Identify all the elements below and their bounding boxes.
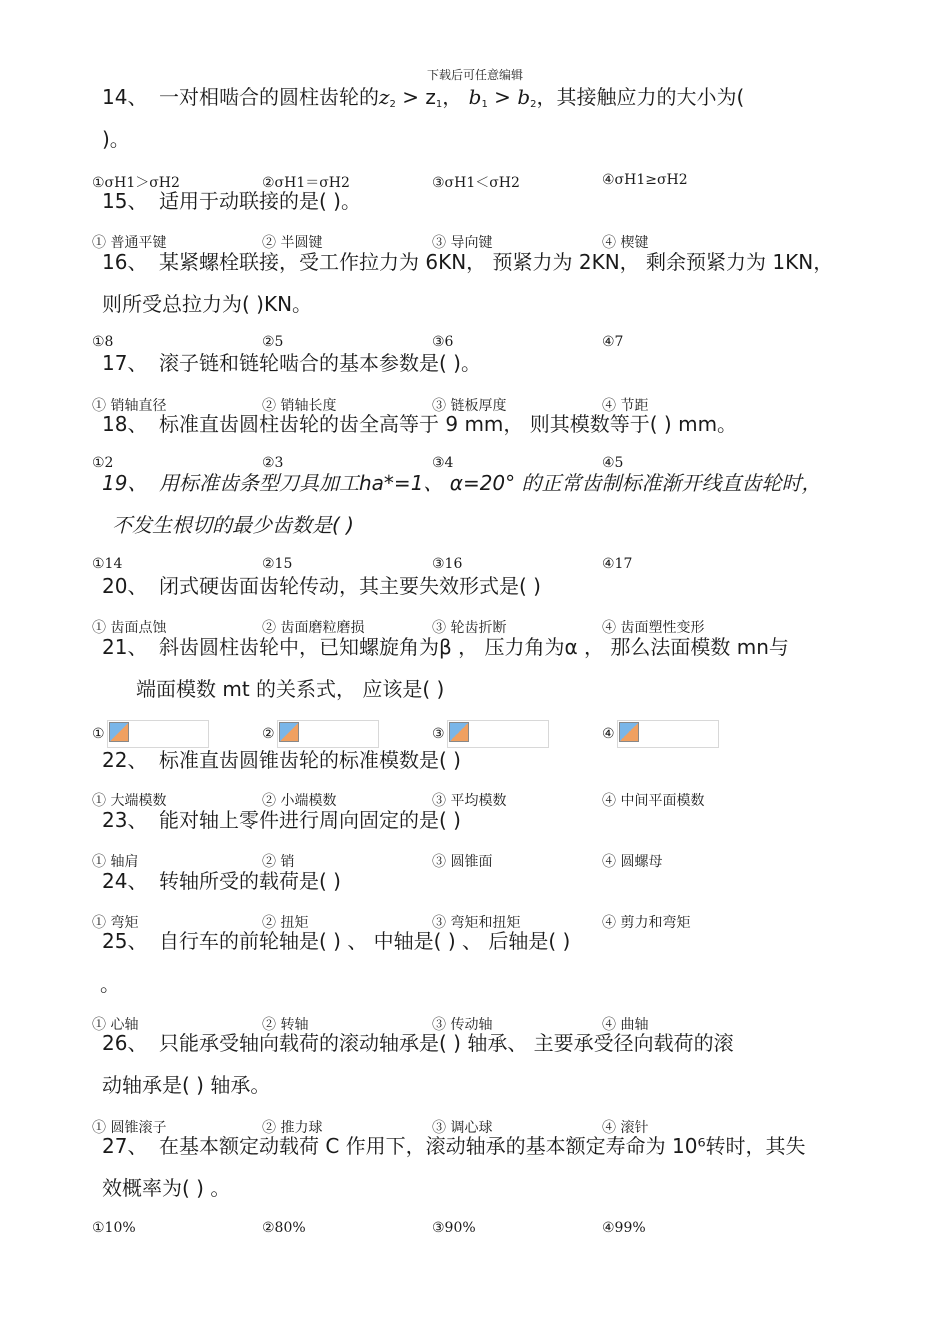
question-24	[102, 860, 902, 902]
question-17	[102, 342, 902, 384]
question-text: 滚子链和链轮啮合的基本参数是( )。	[159, 351, 481, 375]
option: ② 销轴长度	[262, 398, 337, 414]
option: ②5	[262, 334, 284, 350]
option: ④7	[602, 334, 624, 350]
question-number: 24、	[102, 869, 148, 893]
option: ② 推力球	[262, 1120, 323, 1136]
question-16-cont: 则所受总拉力为( )KN。	[102, 292, 313, 316]
option: ④	[602, 720, 719, 748]
option: ③16	[432, 556, 463, 572]
option: ③σH1＜σH2	[432, 175, 520, 191]
question-text: 转轴所受的载荷是( )	[159, 869, 341, 893]
question-number: 17、	[102, 351, 148, 375]
question-text: 只能承受轴向载荷的滚动轴承是( ) 轴承、 主要承受径向载荷的滚	[159, 1031, 734, 1055]
option: ② 小端模数	[262, 793, 337, 809]
option: ①14	[92, 556, 123, 572]
question-text: 自行车的前轮轴是( ) 、 中轴是( ) 、 后轴是( )	[159, 929, 571, 953]
question-14: 14、 一对相啮合的圆柱齿轮的$z_2 > z_1$， $b_1 > b_2$，其接触应力的大小为(	[102, 76, 902, 126]
question-number: 16、	[102, 250, 148, 274]
options-27	[92, 1220, 912, 1240]
question-text: 标准直齿圆锥齿轮的标准模数是( )	[159, 748, 461, 772]
option: ②15	[262, 556, 293, 572]
question-text: 标准直齿圆柱齿轮的齿全高等于 9 mm， 则其模数等于( ) mm。	[159, 412, 738, 436]
question-23	[102, 799, 902, 841]
question-number: 21、	[102, 635, 148, 659]
option: ④ 圆螺母	[602, 854, 663, 870]
option: ④17	[602, 556, 633, 572]
option: ② 扭矩	[262, 915, 309, 931]
question-text: 在基本额定动载荷 C 作用下，滚动轴承的基本额定寿命为 10⁶转时，其失	[159, 1134, 806, 1158]
option: ① 齿面点蚀	[92, 620, 167, 636]
question-text: 一对相啮合的圆柱齿轮的	[159, 85, 379, 109]
question-16	[102, 241, 902, 283]
option: ③	[432, 720, 549, 748]
option: ② 半圆键	[262, 235, 323, 251]
question-number: 15、	[102, 189, 148, 213]
option: ④ 剪力和弯矩	[602, 915, 691, 931]
question-25-cont: 。	[100, 972, 120, 996]
question-14-cont: )。	[102, 127, 130, 151]
page-header: 下载后可任意编辑	[426, 68, 523, 82]
option: ④5	[602, 455, 624, 471]
option: ②3	[262, 455, 284, 471]
question-number: 18、	[102, 412, 148, 436]
option: ① 轴肩	[92, 854, 139, 870]
option: ③ 调心球	[432, 1120, 493, 1136]
option: ③ 导向键	[432, 235, 493, 251]
option: ① 弯矩	[92, 915, 139, 931]
option: ②σH1＝σH2	[262, 175, 350, 191]
option: ④ 滚针	[602, 1120, 649, 1136]
option: ③4	[432, 455, 454, 471]
option: ④σH1≥σH2	[602, 172, 688, 188]
question-19-cont: 不发生根切的最少齿数是( )	[112, 513, 354, 537]
question-number: 14、	[102, 85, 148, 109]
option: ①10%	[92, 1220, 136, 1236]
option: ①8	[92, 334, 114, 350]
question-26	[102, 1022, 902, 1064]
option: ③ 链板厚度	[432, 398, 507, 414]
question-18	[102, 403, 902, 445]
option: ① 心轴	[92, 1017, 139, 1033]
question-text: 能对轴上零件进行周向固定的是( )	[159, 808, 461, 832]
question-27-cont: 效概率为( ) 。	[102, 1176, 231, 1200]
question-27	[102, 1125, 902, 1167]
option: ①	[92, 720, 209, 748]
question-15	[102, 180, 902, 222]
question-number: 27、	[102, 1134, 148, 1158]
option: ① 圆锥滚子	[92, 1120, 167, 1136]
option: ③ 平均模数	[432, 793, 507, 809]
question-text: 斜齿圆柱齿轮中，已知螺旋角为β ， 压力角为α ， 那么法面模数 mn与	[159, 635, 789, 659]
question-21	[102, 626, 902, 668]
option: ①2	[92, 455, 114, 471]
option: ③ 轮齿折断	[432, 620, 507, 636]
option: ④ 齿面塑性变形	[602, 620, 705, 636]
option: ② 销	[262, 854, 295, 870]
question-text: 用标准齿条型刀具加工ha*=1、 α=20° 的正常齿制标准渐开线直齿轮时，	[159, 471, 822, 495]
option: ①σH1＞σH2	[92, 175, 180, 191]
question-25	[102, 920, 902, 962]
option: ② 齿面磨粒磨损	[262, 620, 365, 636]
option: ②80%	[262, 1220, 306, 1236]
option: ① 销轴直径	[92, 398, 167, 414]
option: ④99%	[602, 1220, 646, 1236]
question-26-cont: 动轴承是( ) 轴承。	[102, 1073, 271, 1097]
question-text: 闭式硬齿面齿轮传动，其主要失效形式是( )	[159, 574, 541, 598]
option: ③ 弯矩和扭矩	[432, 915, 521, 931]
question-19	[102, 462, 902, 504]
question-21-cont: 端面模数 mt 的关系式， 应该是( )	[136, 677, 445, 701]
option: ②	[262, 720, 379, 748]
question-22	[102, 739, 902, 781]
option: ④ 中间平面模数	[602, 793, 705, 809]
option: ④ 楔键	[602, 235, 649, 251]
question-text: 适用于动联接的是( )。	[159, 189, 361, 213]
option: ③90%	[432, 1220, 476, 1236]
question-text: 某紧螺栓联接，受工作拉力为 6KN， 预紧力为 2KN， 剩余预紧力为 1KN，	[159, 250, 834, 274]
option: ① 大端模数	[92, 793, 167, 809]
question-number: 22、	[102, 748, 148, 772]
question-number: 23、	[102, 808, 148, 832]
option: ④ 曲轴	[602, 1017, 649, 1033]
option: ③ 圆锥面	[432, 854, 493, 870]
option: ② 转轴	[262, 1017, 309, 1033]
question-number: 26、	[102, 1031, 148, 1055]
option: ① 普通平键	[92, 235, 167, 251]
question-number: 25、	[102, 929, 148, 953]
question-number: 20、	[102, 574, 148, 598]
option: ③6	[432, 334, 454, 350]
question-number: 19、	[102, 471, 148, 495]
option: ③ 传动轴	[432, 1017, 493, 1033]
question-20	[102, 565, 902, 607]
option: ④ 节距	[602, 398, 649, 414]
